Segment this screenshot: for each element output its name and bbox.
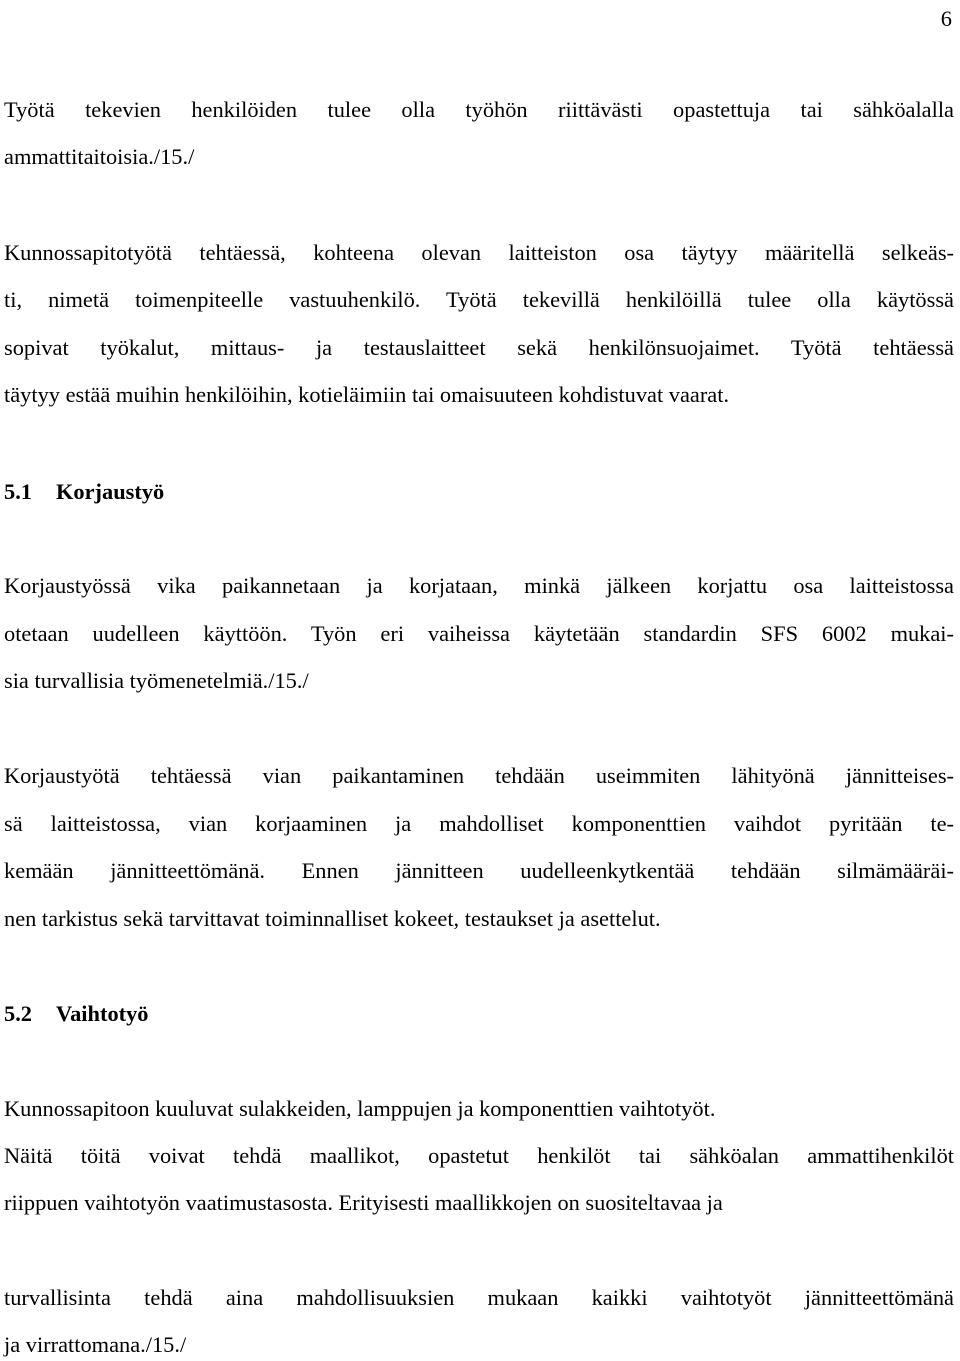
page-number: 6 <box>940 6 952 31</box>
paragraph-line: Kunnossapitotyötä tehtäessä, kohteena olevan laitteiston osa täytyy määritellä selkeäs- <box>4 240 954 265</box>
section-number: 5.1 <box>4 479 32 504</box>
paragraph-line: Kunnossapitoon kuuluvat sulakkeiden, lamppujen ja komponenttien vaihtotyöt. <box>4 1096 716 1121</box>
section-title: Vaihtotyö <box>56 1001 149 1026</box>
section-heading-5-1 <box>4 478 164 506</box>
paragraph-line: kemään jännitteettömänä. Ennen jännitteen uudelleenkytkentää tehdään silmämääräi- <box>4 858 954 883</box>
paragraph-line: täytyy estää muihin henkilöihin, kotieläimiin tai omaisuuteen kohdistuvat vaarat. <box>4 382 730 407</box>
paragraph-line: Näitä töitä voivat tehdä maallikot, opastetut henkilöt tai sähköalan ammattihenkilöt <box>4 1143 954 1168</box>
paragraph-line: sopivat työkalut, mittaus- ja testauslaitteet sekä henkilönsuojaimet. Työtä tehtäessä <box>4 335 954 360</box>
paragraph-line: ti, nimetä toimenpiteelle vastuuhenkilö. Työtä tekevillä henkilöillä tulee olla käytössä <box>4 287 954 312</box>
paragraph-line: riippuen vaihtotyön vaatimustasosta. Erityisesti maallikkojen on suositeltavaa ja <box>4 1190 723 1215</box>
paragraph-line: Korjaustyötä tehtäessä vian paikantaminen tehdään useimmiten lähityönä jännitteises- <box>4 763 954 788</box>
paragraph-line: ammattitaitoisia./15./ <box>4 144 195 169</box>
section-title: Korjaustyö <box>56 479 165 504</box>
paragraph-line: sä laitteistossa, vian korjaaminen ja mahdolliset komponenttien vaihdot pyritään te- <box>4 811 954 836</box>
paragraph-line: Korjaustyössä vika paikannetaan ja korjataan, minkä jälkeen korjattu osa laitteistossa <box>4 573 954 598</box>
paragraph-line: otetaan uudelleen käyttöön. Työn eri vaiheissa käytetään standardin SFS 6002 mukai- <box>4 621 954 646</box>
paragraph-line: ja virrattomana./15./ <box>4 1332 187 1357</box>
paragraph-line: sia turvallisia työmenetelmiä./15./ <box>4 668 309 693</box>
section-number: 5.2 <box>4 1001 32 1026</box>
section-heading-5-2 <box>4 1000 148 1028</box>
paragraph-line: nen tarkistus sekä tarvittavat toiminnalliset kokeet, testaukset ja asettelut. <box>4 906 661 931</box>
paragraph-line: Työtä tekevien henkilöiden tulee olla työhön riittävästi opastettuja tai sähköalalla <box>4 97 954 122</box>
paragraph-line: turvallisinta tehdä aina mahdollisuuksien mukaan kaikki vaihtotyöt jännitteettömänä <box>4 1285 954 1310</box>
